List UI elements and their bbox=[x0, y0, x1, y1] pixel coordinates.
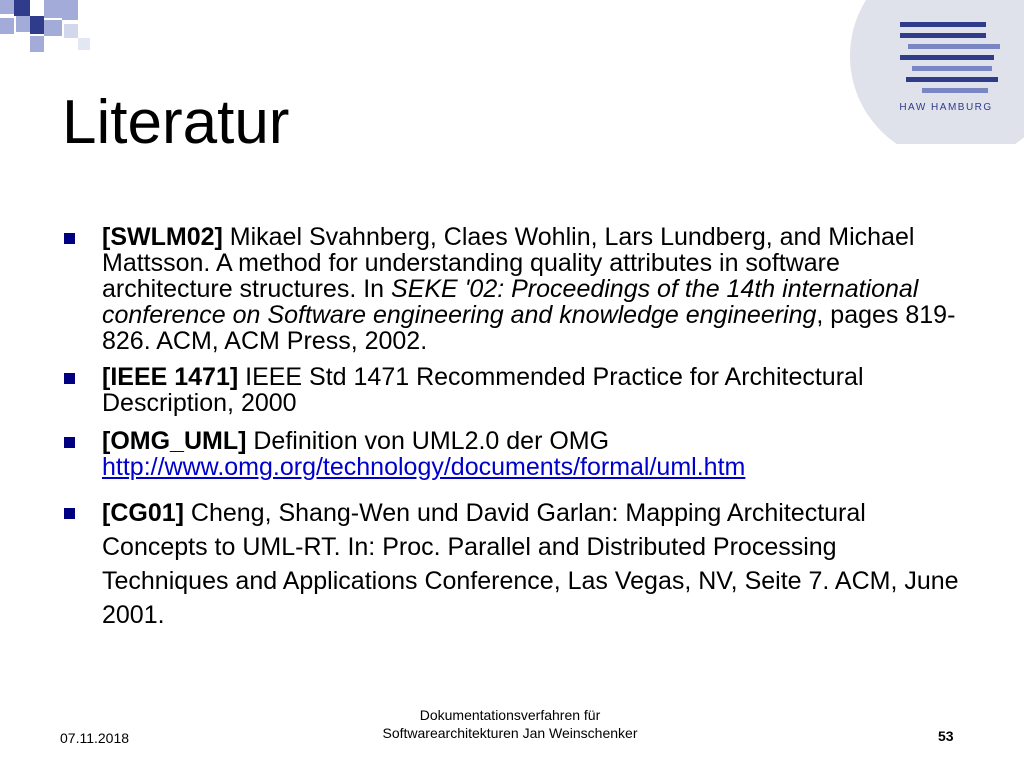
page-number: 53 bbox=[938, 728, 954, 744]
bullet-icon bbox=[64, 373, 75, 384]
decor-square bbox=[64, 24, 78, 38]
decor-square bbox=[14, 0, 30, 16]
reference-key: [SWLM02] bbox=[102, 223, 223, 251]
omg-uml-link[interactable]: http://www.omg.org/technology/documents/formal/uml.htm bbox=[102, 453, 746, 481]
decor-square bbox=[0, 0, 14, 14]
decor-square bbox=[30, 16, 44, 34]
reference-text: Definition von UML2.0 der OMG bbox=[246, 427, 610, 455]
reference-item bbox=[60, 496, 960, 632]
slide-title: Literatur bbox=[62, 88, 290, 157]
bullet-icon bbox=[64, 437, 75, 448]
reference-text: Mikael Svahnberg, Claes Wohlin, Lars Lundberg, and Michael Mattsson. A method for understanding quality attributes in software architecture structures. In bbox=[102, 223, 915, 303]
decor-square bbox=[44, 0, 62, 18]
reference-text: Cheng, Shang-Wen und David Garlan: Mapping Architectural Concepts to UML-RT. In: Proc. Parallel and Distributed Processing Techniques and Applications Conference, Las Vegas, NV, Seite 7. ACM, June 2001. bbox=[102, 499, 959, 629]
reference-item bbox=[60, 224, 960, 354]
decor-square bbox=[62, 0, 78, 20]
decor-square bbox=[44, 20, 62, 36]
decor-square bbox=[0, 18, 14, 34]
bullet-icon bbox=[64, 508, 75, 519]
decor-square bbox=[16, 16, 30, 32]
footer-title-line: Softwarearchitekturen Jan Weinschenker bbox=[382, 725, 638, 741]
footer-title-line: Dokumentationsverfahren für bbox=[419, 707, 601, 723]
footer-date: 07.11.2018 bbox=[60, 730, 130, 746]
reference-item bbox=[60, 428, 960, 480]
haw-hamburg-logo-icon bbox=[848, 0, 1024, 144]
logo-text: HAW HAMBURG bbox=[899, 102, 993, 113]
decor-square bbox=[78, 38, 90, 50]
reference-text: IEEE Std 1471 Recommended Practice for Architectural Description, 2000 bbox=[102, 363, 864, 417]
footer-title bbox=[330, 706, 690, 742]
reference-key: [IEEE 1471] bbox=[102, 363, 239, 391]
reference-list bbox=[60, 224, 960, 632]
reference-key: [OMG_UML] bbox=[102, 427, 247, 455]
reference-text: , pages 819-826. ACM, ACM Press, 2002. bbox=[102, 301, 956, 355]
bullet-icon bbox=[64, 233, 75, 244]
reference-key: [CG01] bbox=[102, 499, 184, 527]
reference-text-italic: SEKE '02: Proceedings of the 14th international conference on Software engineering and knowledge engineering bbox=[102, 275, 919, 329]
decor-square bbox=[30, 36, 44, 52]
reference-item bbox=[60, 364, 960, 416]
